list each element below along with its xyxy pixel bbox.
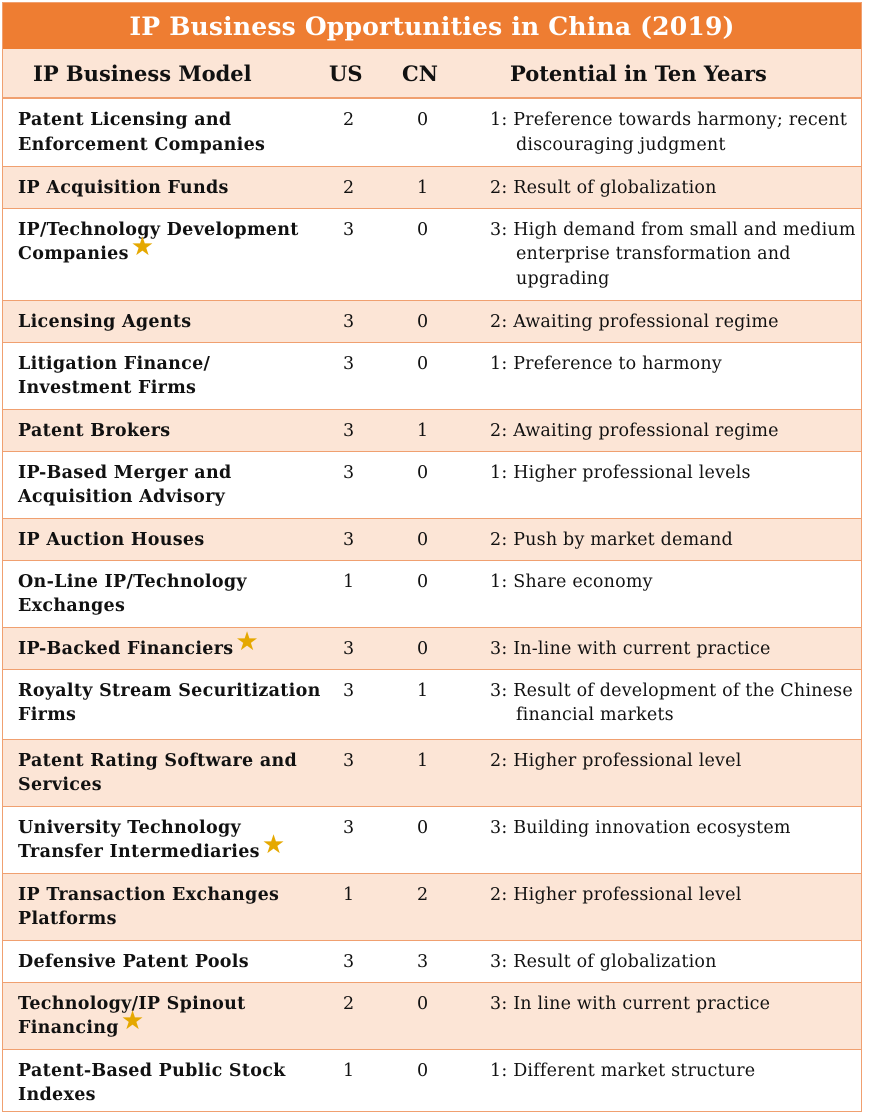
potential-text: 3: High demand from small and medium enterprise transformation and upgrading bbox=[490, 219, 862, 289]
cn-score-cell: 1 bbox=[380, 739, 480, 806]
potential-cell bbox=[480, 166, 861, 208]
business-model-cell bbox=[3, 982, 325, 1049]
us-score-cell: 3 bbox=[325, 451, 380, 518]
potential-text: 1: Preference towards harmony; recent discouraging judgment bbox=[490, 110, 853, 155]
business-model-label: IP/Technology Development Companies bbox=[18, 219, 299, 264]
star-icon: ★ bbox=[235, 626, 260, 657]
business-model-label: Patent Rating Software and Services bbox=[18, 750, 298, 795]
us-score-cell: 3 bbox=[325, 806, 380, 873]
us-score-cell: 3 bbox=[325, 300, 380, 342]
potential-cell bbox=[480, 669, 861, 739]
business-model-label: Defensive Patent Pools bbox=[18, 951, 249, 972]
cn-score-cell: 0 bbox=[380, 300, 480, 342]
business-model-label: University Technology Transfer Intermediaries bbox=[18, 817, 260, 862]
us-score-cell: 3 bbox=[325, 627, 380, 669]
business-model-cell bbox=[3, 342, 325, 409]
us-score-cell: 2 bbox=[325, 982, 380, 1049]
table-row bbox=[3, 940, 861, 982]
potential-text: 3: In-line with current practice bbox=[490, 638, 771, 659]
table-row bbox=[3, 300, 861, 342]
table-row bbox=[3, 98, 861, 166]
potential-text: 1: Different market structure bbox=[490, 1060, 756, 1081]
potential-cell bbox=[480, 560, 861, 627]
us-score-cell: 1 bbox=[325, 1049, 380, 1112]
business-model-cell bbox=[3, 208, 325, 300]
table-row bbox=[3, 739, 861, 806]
business-model-label: Patent Licensing and Enforcement Companies bbox=[18, 110, 266, 155]
table-row bbox=[3, 806, 861, 873]
table-row bbox=[3, 627, 861, 669]
potential-text: 3: Building innovation ecosystem bbox=[490, 817, 791, 838]
potential-cell bbox=[480, 409, 861, 451]
potential-cell bbox=[480, 982, 861, 1049]
potential-text: 3: Result of development of the Chinese financial markets bbox=[490, 680, 859, 725]
business-model-label: Patent-Based Public Stock Indexes bbox=[18, 1060, 286, 1105]
cn-score-cell: 0 bbox=[380, 98, 480, 166]
business-model-cell bbox=[3, 409, 325, 451]
potential-text: 2: Result of globalization bbox=[490, 177, 717, 198]
business-model-label: IP-Backed Financiers bbox=[18, 638, 234, 659]
business-model-label: IP Auction Houses bbox=[18, 529, 205, 550]
potential-text: 1: Preference to harmony bbox=[490, 353, 722, 374]
business-model-cell bbox=[3, 940, 325, 982]
table-row bbox=[3, 451, 861, 518]
cn-score-cell: 1 bbox=[380, 409, 480, 451]
table-body bbox=[3, 98, 861, 1112]
potential-cell bbox=[480, 300, 861, 342]
potential-text: 3: Result of globalization bbox=[490, 951, 717, 972]
business-model-label: Royalty Stream Securitization Firms bbox=[18, 680, 321, 725]
business-model-label: IP-Based Merger and Acquisition Advisory bbox=[18, 462, 232, 507]
business-model-cell bbox=[3, 669, 325, 739]
us-score-cell: 3 bbox=[325, 739, 380, 806]
potential-cell bbox=[480, 208, 861, 300]
table-row bbox=[3, 560, 861, 627]
potential-cell bbox=[480, 518, 861, 560]
potential-cell bbox=[480, 739, 861, 806]
business-model-cell bbox=[3, 98, 325, 166]
business-model-cell bbox=[3, 1049, 325, 1112]
table-row bbox=[3, 1049, 861, 1112]
cn-score-cell: 0 bbox=[380, 208, 480, 300]
us-score-cell: 1 bbox=[325, 560, 380, 627]
potential-cell bbox=[480, 940, 861, 982]
cn-score-cell: 0 bbox=[380, 982, 480, 1049]
business-model-label: IP Acquisition Funds bbox=[18, 177, 229, 198]
table-row bbox=[3, 669, 861, 739]
column-header-cn: CN bbox=[380, 49, 480, 98]
business-model-label: On-Line IP/Technology Exchanges bbox=[18, 571, 247, 616]
potential-text: 2: Push by market demand bbox=[490, 529, 733, 550]
table-header-row bbox=[3, 49, 861, 98]
us-score-cell: 3 bbox=[325, 669, 380, 739]
us-score-cell: 3 bbox=[325, 940, 380, 982]
cn-score-cell: 3 bbox=[380, 940, 480, 982]
table-row bbox=[3, 166, 861, 208]
table-row bbox=[3, 409, 861, 451]
table-row bbox=[3, 208, 861, 300]
potential-text: 2: Awaiting professional regime bbox=[490, 311, 779, 332]
business-model-cell bbox=[3, 873, 325, 940]
column-header-us: US bbox=[325, 49, 380, 98]
us-score-cell: 2 bbox=[325, 166, 380, 208]
potential-text: 2: Awaiting professional regime bbox=[490, 420, 779, 441]
star-icon: ★ bbox=[261, 830, 286, 860]
cn-score-cell: 0 bbox=[380, 1049, 480, 1112]
cn-score-cell: 0 bbox=[380, 451, 480, 518]
potential-cell bbox=[480, 806, 861, 873]
us-score-cell: 3 bbox=[325, 208, 380, 300]
business-model-label: Litigation Finance/ Investment Firms bbox=[18, 353, 211, 398]
page-title: IP Business Opportunities in China (2019) bbox=[3, 3, 861, 49]
us-score-cell: 2 bbox=[325, 98, 380, 166]
star-icon: ★ bbox=[120, 1006, 145, 1036]
business-model-cell bbox=[3, 300, 325, 342]
cn-score-cell: 0 bbox=[380, 806, 480, 873]
potential-cell bbox=[480, 451, 861, 518]
opportunities-table bbox=[3, 49, 861, 1112]
table-row bbox=[3, 342, 861, 409]
business-model-label: Technology/IP Spinout Financing bbox=[18, 993, 246, 1038]
cn-score-cell: 2 bbox=[380, 873, 480, 940]
potential-text: 1: Share economy bbox=[490, 571, 653, 592]
business-model-cell bbox=[3, 518, 325, 560]
potential-text: 1: Higher professional levels bbox=[490, 462, 751, 483]
cn-score-cell: 1 bbox=[380, 166, 480, 208]
us-score-cell: 3 bbox=[325, 342, 380, 409]
potential-text: 3: In line with current practice bbox=[490, 993, 771, 1014]
cn-score-cell: 0 bbox=[380, 518, 480, 560]
column-header-model: IP Business Model bbox=[3, 49, 325, 98]
opportunities-table-card bbox=[2, 2, 862, 1112]
business-model-cell bbox=[3, 451, 325, 518]
potential-cell bbox=[480, 873, 861, 940]
business-model-cell bbox=[3, 627, 325, 669]
table-row bbox=[3, 982, 861, 1049]
cn-score-cell: 0 bbox=[380, 342, 480, 409]
business-model-cell bbox=[3, 560, 325, 627]
business-model-cell bbox=[3, 166, 325, 208]
business-model-label: Patent Brokers bbox=[18, 420, 171, 441]
table-row bbox=[3, 518, 861, 560]
business-model-label: IP Transaction Exchanges Platforms bbox=[18, 884, 280, 929]
business-model-label: Licensing Agents bbox=[18, 311, 192, 332]
table-row bbox=[3, 873, 861, 940]
potential-cell bbox=[480, 342, 861, 409]
us-score-cell: 3 bbox=[325, 518, 380, 560]
cn-score-cell: 1 bbox=[380, 669, 480, 739]
potential-cell bbox=[480, 627, 861, 669]
business-model-cell bbox=[3, 806, 325, 873]
potential-text: 2: Higher professional level bbox=[490, 750, 742, 771]
us-score-cell: 1 bbox=[325, 873, 380, 940]
us-score-cell: 3 bbox=[325, 409, 380, 451]
star-icon: ★ bbox=[130, 232, 155, 262]
potential-cell bbox=[480, 1049, 861, 1112]
business-model-cell bbox=[3, 739, 325, 806]
cn-score-cell: 0 bbox=[380, 560, 480, 627]
potential-cell bbox=[480, 98, 861, 166]
column-header-potential: Potential in Ten Years bbox=[480, 49, 861, 98]
potential-text: 2: Higher professional level bbox=[490, 884, 742, 905]
cn-score-cell: 0 bbox=[380, 627, 480, 669]
